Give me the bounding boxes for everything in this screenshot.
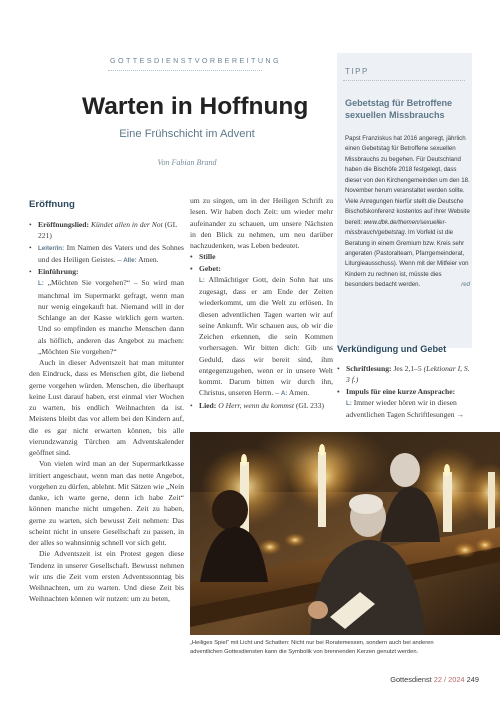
paragraph: Von vielen wird man an der Supermarktkasse irritiert angeschaut, wenn man das nette Angebot, vorgehen zu dürfen, ablehnt. Mit Sätzen wie „Nein danke, ich warte gerne, denn ich habe Zeit“ können manche nicht umgehen. Zeit zu haben, gerne zu warten, sich bewusst Zeit nehmen: Das scheint nicht in unsere Gesellschaft zu passen, in der alles so wahnsinnig schnell vor sich geht. bbox=[29, 459, 184, 547]
list-item bbox=[29, 219, 184, 242]
paragraph: Auch in dieser Adventszeit hat man mitunter den Eindruck, dass es Menschen gibt, die liebend gerne vorgehen würden. Menschen, die überhaupt keine Lust darauf haben, erst einmal vier Wochen zu warten, bis endlich Weihnachten da ist. Meistens bleibt das vor allem bei den Kindern auf, die es gar nicht erwarten können, bis alle vierundzwanzig Türchen am Adventskalender geöffnet sind. bbox=[29, 358, 184, 457]
impuls-text: Immer wieder hören wir in diesen adventlichen Tagen Schriftlesungen bbox=[346, 397, 457, 419]
tipp-label: TIPP bbox=[345, 67, 369, 76]
list-item bbox=[190, 400, 333, 411]
tipp-signature: red bbox=[461, 281, 470, 289]
schrift-label: Schriftlesung: bbox=[346, 364, 392, 373]
list-item bbox=[29, 242, 184, 267]
heading-verkuendigung: Verkündigung und Gebet bbox=[337, 344, 447, 354]
role-l: L: bbox=[199, 276, 205, 284]
lied-label: Lied: bbox=[199, 400, 217, 410]
tipp-divider bbox=[343, 80, 465, 81]
photo-caption: „Heiliges Spiel“ mit Licht und Schatten: Nicht nur bei Roratemessen, sondern auch bei anderen adventlichen Gottesdiensten kann die Symbolik von brennenden Kerzen genutzt werden. bbox=[190, 640, 434, 655]
role-alle: Alle: bbox=[123, 256, 137, 264]
role-a: A: bbox=[280, 390, 288, 398]
a-text: Amen. bbox=[287, 388, 310, 398]
schrift-note: (Lektionar I, S. 3 f.) bbox=[346, 364, 470, 385]
lied-title: O Herr, wenn du kommst bbox=[218, 400, 294, 410]
tipp-text-2: . Im Vorfeld ist die Beratung in einem Gremium bzw. Kreis sehr angeraten (Pastoralteam, Pfarrgemeinderat, Liturgieausschuss). Wenn mit der Mitfeier von Kindern zu rechnen ist, müsste dies besonders bedacht werden. bbox=[345, 229, 469, 289]
alle-text: Amen. bbox=[136, 254, 159, 264]
paragraph: um zu singen, um in der Heiligen Schrift zu lesen. Wir haben doch Zeit: um wieder mehr aufeinander zu schauen, um unsere Nächsten in den Blick zu nehmen, um neu darüber nachzudenken, was Leben bedeutet. bbox=[190, 196, 333, 250]
candle-photo-illustration bbox=[190, 432, 500, 635]
role-leiter: Leiter/in: bbox=[38, 244, 65, 252]
article-author: Von Fabian Brand bbox=[157, 158, 217, 167]
lied-label: Eröffnungslied: bbox=[38, 220, 90, 229]
list-item: • Stille bbox=[190, 251, 333, 262]
schrift-ref: Jes 2,1–5 bbox=[391, 364, 424, 373]
page-footer bbox=[390, 675, 479, 684]
article-title: Warten in Hoffnung bbox=[82, 93, 309, 120]
paragraph bbox=[337, 397, 473, 421]
tipp-box bbox=[337, 53, 472, 348]
einfuehrung-text: „Möchten Sie vorgehen?“ – So wird man manchmal im Supermarkt gefragt, wenn man nur wenig eingekauft hat. Niemand will in der Schlange an der Kasse wirklich gern warten. Und so empfinden es manche Menschen dann als höflich, anderen das Angebot zu machen: „Möchten Sie vorgehen?“ bbox=[38, 278, 184, 356]
tipp-body bbox=[345, 134, 470, 291]
article-subtitle: Eine Frühschicht im Advent bbox=[119, 128, 255, 140]
page-number: 249 bbox=[466, 675, 479, 684]
issue-number: 22 / 2024 bbox=[433, 675, 465, 684]
paragraph bbox=[29, 277, 184, 357]
list-item bbox=[337, 363, 473, 386]
leiter-text: Im Namen des Vaters und des Sohnes und des Heiligen Geistes. – bbox=[38, 242, 184, 264]
continue-arrow-icon: → bbox=[456, 410, 465, 419]
gebet-text: Allmächtiger Gott, dein Sohn hat uns zugesagt, dass er am Ende der Zeiten wiederkommt, um die Welt zu erlösen. In diesen adventlichen Tagen warten wir auf seine Ankunft. Wir schauen aus, ob wir die Zeichen erkennen, die sein Kommen vorhersagen. Wir bitten dich: Gib uns Geduld, dass wir bereit sind, ihm entgegenzugehen, wenn er in unsere Welt kommt. Darum bitten wir durch ihn, Christus, unseren Herrn. – bbox=[199, 274, 333, 398]
magazine-name: Gottesdienst bbox=[390, 675, 432, 684]
role-l: L: bbox=[346, 399, 352, 407]
paragraph: Die Adventszeit ist ein Protest gegen diese Tendenz in unserer Gesellschaft. Bewusst nehmen wir uns die Zeit vom ersten Adventssonntag bis Weihnachten, um zu warten. Und diese Zeit bis Weihnachten können wir nutzen: um zu beten, bbox=[29, 549, 184, 604]
tipp-link[interactable]: www.dbk.de/themen/sexueller-missbrauch/gebetstag bbox=[345, 218, 447, 237]
list-item: • Impuls für eine kurze Ansprache: bbox=[337, 386, 473, 397]
kicker-divider bbox=[108, 70, 262, 71]
tipp-text: Papst Franziskus hat 2016 angeregt, jährlich einen Gebetstag für Betroffene sexuellen Missbrauchs zu begehen. Für Deutschland haben die Bischöfe 2018 festgelegt, dass dieser von den Kirchengemeinden um den 18. November herum veranstaltet werden sollte. Viele Anregungen hierfür stellt die Deutsche Bischofskonferenz kostenlos auf ihrer Website bereit: bbox=[345, 135, 470, 226]
heading-eroeffnung: Eröffnung bbox=[29, 199, 75, 210]
column-2 bbox=[190, 195, 333, 411]
tipp-heading: Gebetstag für Betroffene sexuellen Missbrauchs bbox=[345, 98, 453, 120]
candle-photo bbox=[190, 432, 500, 635]
list-item: • Gebet: bbox=[190, 263, 333, 274]
section-kicker: GOTTESDIENSTVORBEREITUNG bbox=[110, 56, 282, 65]
lied-ref: (GL 221) bbox=[38, 220, 177, 241]
lied-title: Kündet allen in der Not bbox=[90, 220, 163, 229]
paragraph bbox=[190, 274, 333, 400]
lied-ref: (GL 233) bbox=[293, 400, 325, 410]
column-1 bbox=[29, 199, 184, 605]
list-item bbox=[29, 266, 184, 277]
einfuehrung-label: Einführung: bbox=[38, 267, 79, 276]
column-3 bbox=[337, 343, 473, 420]
role-l: L: bbox=[38, 280, 44, 288]
